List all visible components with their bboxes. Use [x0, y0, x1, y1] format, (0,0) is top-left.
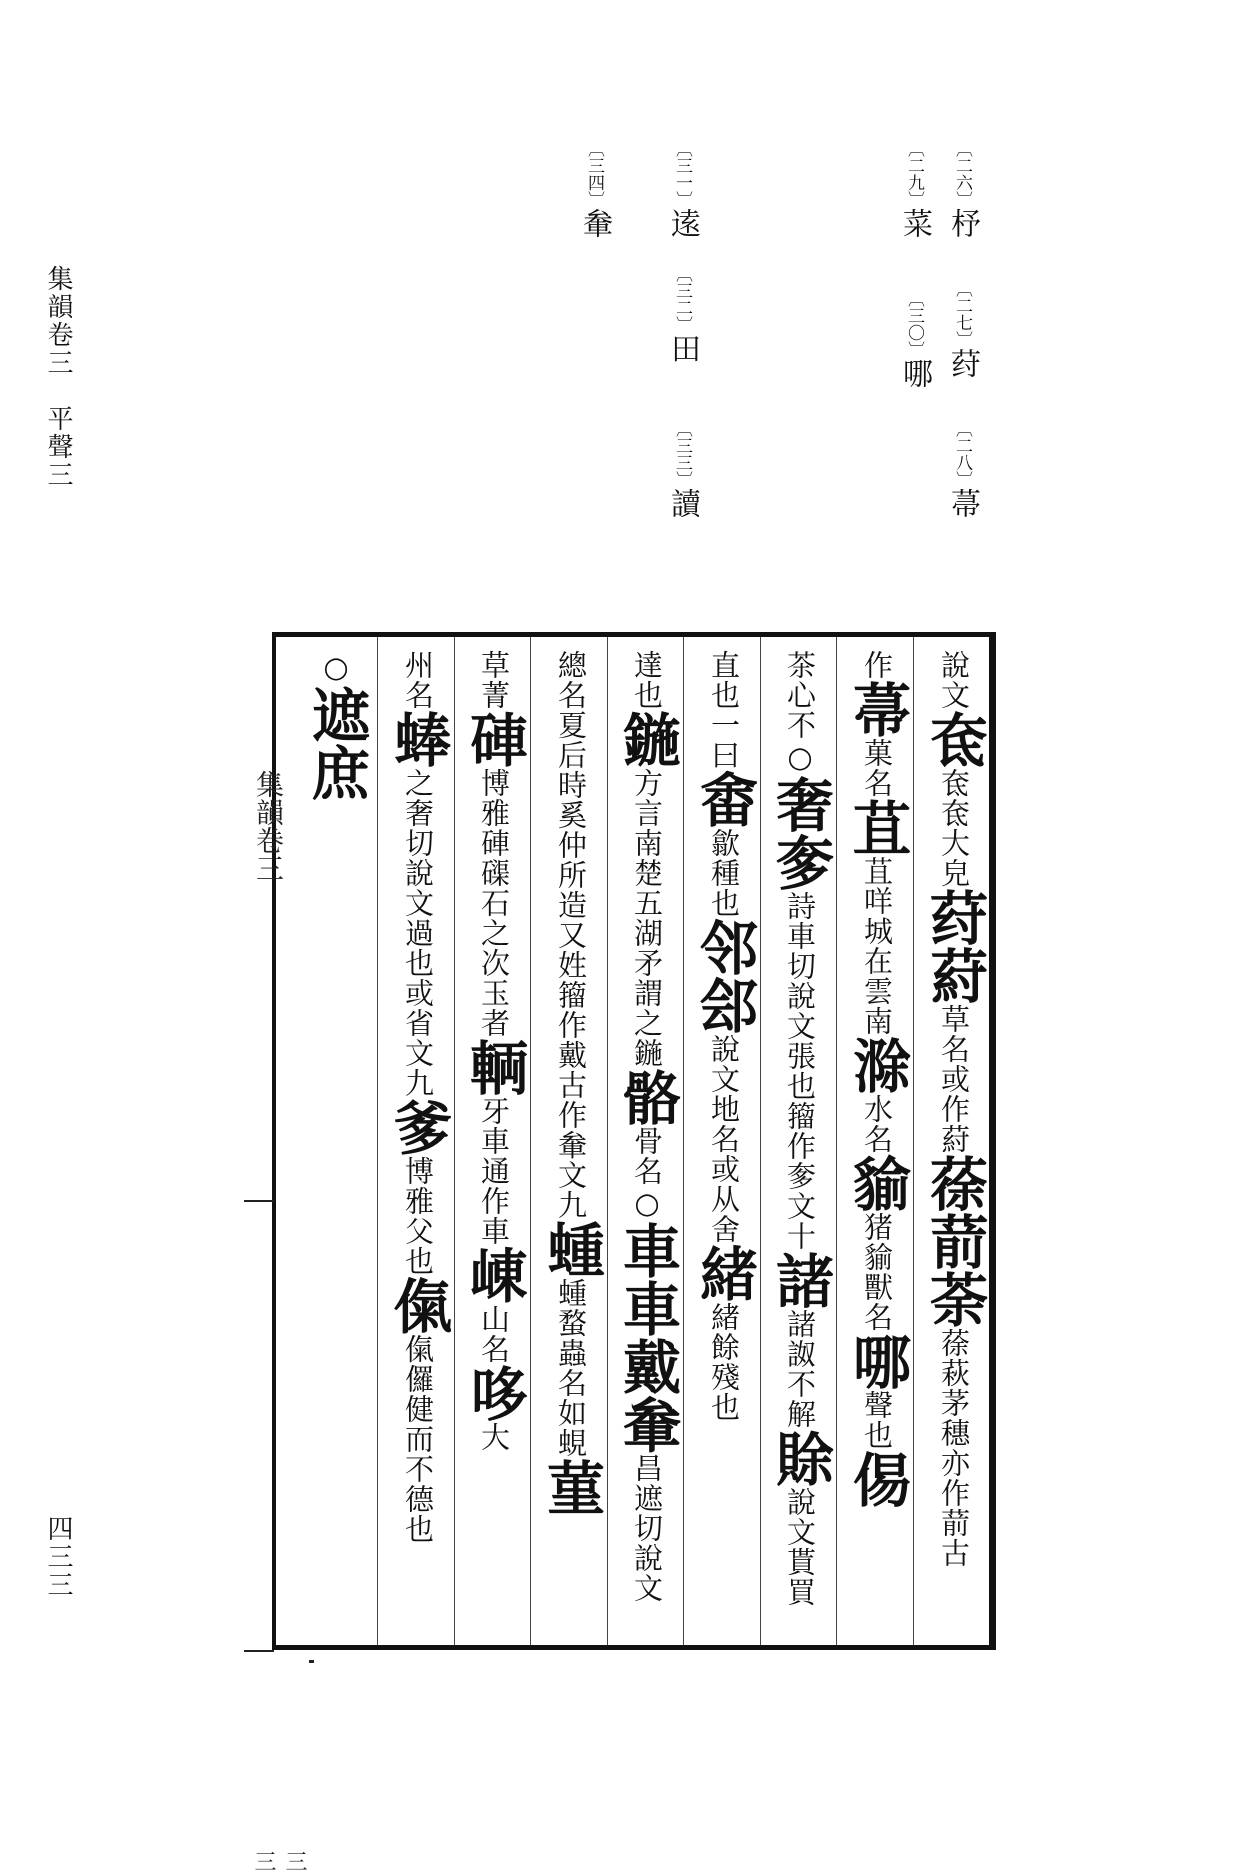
- head-character: 遮: [302, 685, 370, 743]
- head-character: 郐: [690, 976, 758, 1034]
- text-column-6: [537, 650, 605, 1630]
- head-character: 邻: [690, 918, 758, 976]
- head-character: 荮: [920, 888, 988, 946]
- gloss-text: 之奢切說文過也或省文九: [401, 768, 435, 1098]
- gloss-text: 總名夏后時奚仲所造又姓籀作戴古作軬文九: [554, 650, 588, 1220]
- head-character: 諸: [766, 1251, 834, 1309]
- gutter-mark: [244, 1200, 274, 1202]
- head-character: 菫: [537, 1458, 605, 1516]
- head-character: 賖: [766, 1429, 834, 1487]
- gloss-text: 蝩蝥蟲名如蜆: [554, 1278, 588, 1458]
- gloss-text: 歙種也: [707, 828, 741, 918]
- gloss-text: 說文: [937, 650, 971, 710]
- head-character: 葥: [920, 1212, 988, 1270]
- note-34: 〔三四〕軬: [577, 140, 612, 238]
- gloss-text: ○: [630, 1186, 664, 1221]
- gloss-text: 㑶儸健而不德也: [401, 1334, 435, 1544]
- head-character: 菷: [843, 680, 911, 738]
- column-rule: [377, 637, 378, 1645]
- gutter-title: 集韻卷三: [252, 770, 285, 882]
- head-character: 車戴: [613, 1279, 681, 1395]
- head-character: 奢: [766, 775, 834, 833]
- gloss-text: 諸詉不解: [783, 1309, 817, 1429]
- head-character: 滁: [843, 1036, 911, 1094]
- text-column-8: [384, 650, 452, 1630]
- column-rule: [760, 637, 761, 1645]
- head-character: 荼: [920, 1270, 988, 1328]
- head-character: 蝩: [537, 1220, 605, 1278]
- gloss-text: 博雅硨磲石之次玉者: [477, 768, 511, 1038]
- gutter-leaf-number: 三三: [251, 1850, 307, 1872]
- column-rule: [530, 637, 531, 1645]
- gloss-text: 昌遮切說文: [630, 1453, 664, 1603]
- note-29: 〔二九〕菜: [897, 140, 932, 238]
- head-character: 貐: [843, 1154, 911, 1212]
- gloss-text: 奃奃大皃: [937, 768, 971, 888]
- note-26: 〔二六〕杼: [945, 140, 980, 238]
- gloss-text: 說文地名或从舍: [707, 1034, 741, 1244]
- head-character: 奓: [766, 833, 834, 891]
- head-character: 輌: [460, 1038, 528, 1096]
- gloss-text: 緒餘殘也: [707, 1302, 741, 1422]
- gloss-text: 作: [860, 650, 894, 680]
- head-character: 哪: [843, 1332, 911, 1390]
- text-column-2: [843, 650, 911, 1630]
- column-rule: [683, 637, 684, 1645]
- gutter-mark: [244, 1650, 274, 1652]
- head-character: 車: [613, 1221, 681, 1279]
- head-character: 硨: [460, 710, 528, 768]
- head-character: 爹: [384, 1098, 452, 1156]
- gloss-text: 茶心不: [783, 650, 817, 740]
- gloss-text: 苴咩城在雲南: [860, 856, 894, 1036]
- text-column-7: [460, 650, 528, 1630]
- gloss-text: 大: [477, 1422, 511, 1452]
- text-column-9: [302, 650, 370, 1630]
- gloss-text: 聲也: [860, 1390, 894, 1450]
- head-character: 㑶: [384, 1276, 452, 1334]
- gloss-text: 菓名: [860, 738, 894, 798]
- gloss-text: 骨名: [630, 1126, 664, 1186]
- gloss-text: 蒣萩茅穗亦作葥古: [937, 1328, 971, 1568]
- gloss-text: 牙車通作車: [477, 1096, 511, 1246]
- gloss-text: 猪貐獸名: [860, 1212, 894, 1332]
- text-column-5: [613, 650, 681, 1630]
- note-30: 〔三〇〕哪: [897, 290, 932, 388]
- head-character: 畬: [690, 770, 758, 828]
- note-28: 〔二八〕菷: [945, 420, 980, 518]
- head-character: 奃: [920, 710, 988, 768]
- gloss-text: 博雅父也: [401, 1156, 435, 1276]
- column-rule: [454, 637, 455, 1645]
- gloss-text: 方言南楚五湖矛謂之鍦: [630, 768, 664, 1068]
- head-character: 崠: [460, 1246, 528, 1304]
- collation-notes: [570, 140, 980, 580]
- head-character: 蒣: [920, 1154, 988, 1212]
- head-character: 㑥: [843, 1450, 911, 1508]
- gloss-text: 說文貰買: [783, 1487, 817, 1607]
- head-character: 軬: [613, 1395, 681, 1453]
- column-rule: [607, 637, 608, 1645]
- gloss-text: 水名: [860, 1094, 894, 1154]
- note-31: 〔三一〕逺: [665, 140, 700, 238]
- block-gutter: [244, 640, 307, 1872]
- head-character: 骼: [613, 1068, 681, 1126]
- page-number: 四三三: [43, 1515, 73, 1599]
- text-column-3: [766, 650, 834, 1630]
- head-character: 苴: [843, 798, 911, 856]
- head-character: 哆: [460, 1364, 528, 1422]
- gloss-text: 詩車切說文張也籀作奓文十: [783, 891, 817, 1251]
- gloss-text: 州名: [401, 650, 435, 710]
- head-character: 庶: [302, 743, 370, 801]
- gloss-text: 草菁: [477, 650, 511, 710]
- print-speck: [309, 1660, 314, 1663]
- column-rule: [836, 637, 837, 1645]
- running-title: 集韻卷三 平聲三: [43, 265, 73, 489]
- column-rule: [913, 637, 914, 1645]
- head-character: 蜯: [384, 710, 452, 768]
- note-33: 〔三三〕讀: [665, 420, 700, 518]
- gloss-text: 直也一曰: [707, 650, 741, 770]
- gloss-text: 山名: [477, 1304, 511, 1364]
- gloss-text: ○: [319, 650, 353, 685]
- head-character: 緒: [690, 1244, 758, 1302]
- text-column-4: [690, 650, 758, 1630]
- gloss-text: 達也: [630, 650, 664, 710]
- text-column-1: [920, 650, 988, 1630]
- gloss-text: 草名或作葤: [937, 1004, 971, 1154]
- gloss-text: ○: [783, 740, 817, 775]
- note-32: 〔三二〕田: [665, 265, 700, 363]
- note-27: 〔二七〕荮: [945, 280, 980, 378]
- head-character: 葤: [920, 946, 988, 1004]
- head-character: 鍦: [613, 710, 681, 768]
